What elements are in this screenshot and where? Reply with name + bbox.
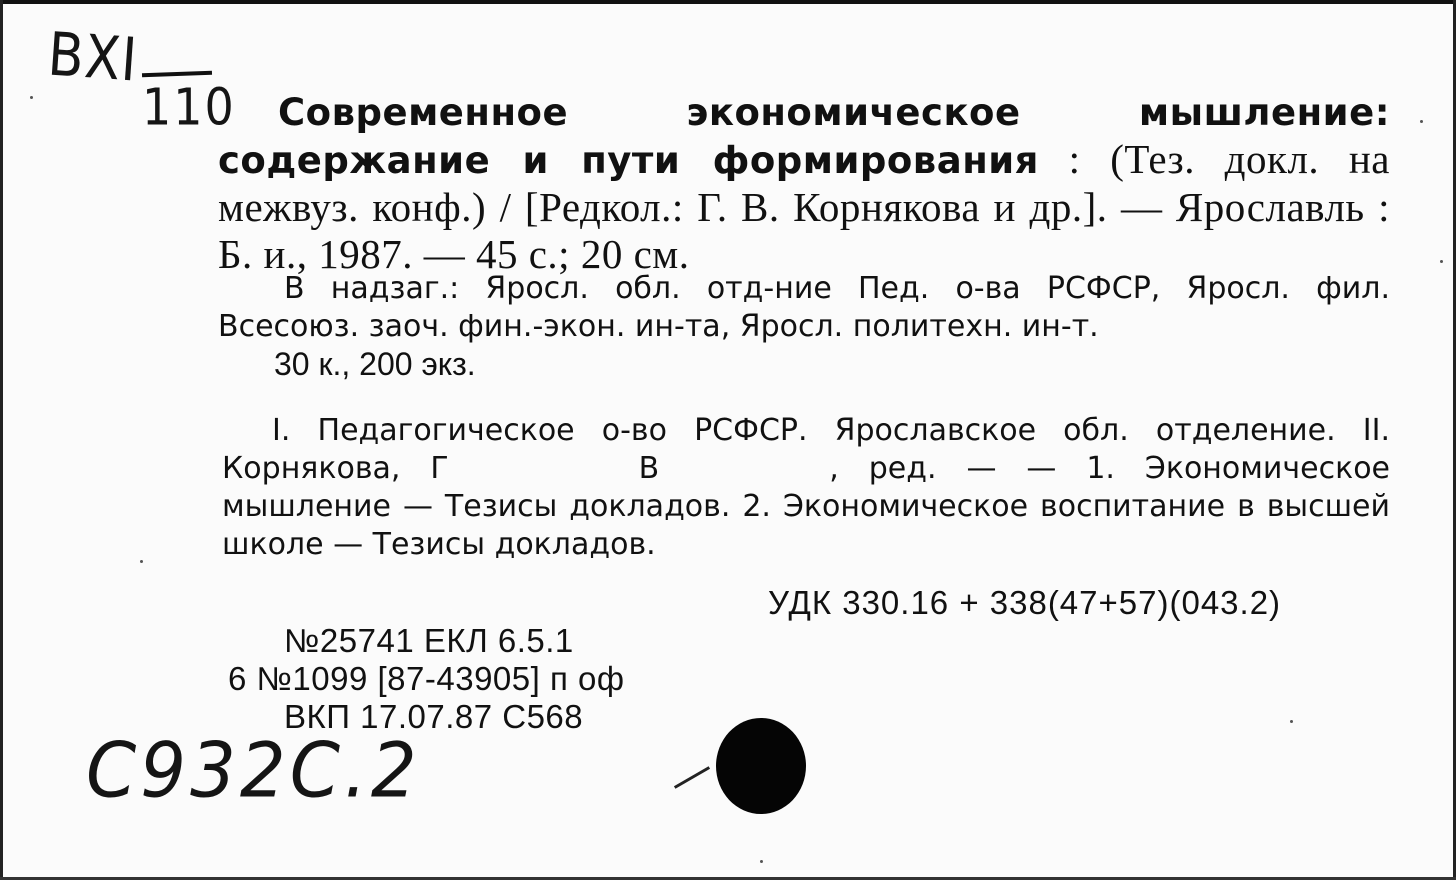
shelfmark-divider — [142, 71, 212, 77]
card-punch-hole — [716, 718, 806, 814]
bibliographic-description — [218, 88, 1390, 278]
shelfmark-top: ВXI — [45, 20, 140, 96]
tracings-part-3: , ред. — — 1. Экономическое мышление — Тезисы докладов. 2. Экономическое воспитание в высшей школе — Тезисы докладов. — [222, 451, 1391, 562]
control-line-3: ВКП 17.07.87 С568 — [284, 698, 584, 735]
tracings-part-1: I. Педагогическое о-во РСФСР. Ярославское обл. отделение. II. Корнякова, Г — [222, 413, 1390, 486]
control-line-2: 6 №1099 [87-43905] п оф — [228, 660, 625, 697]
price-print-run: 30 к., 200 экз. — [274, 346, 476, 382]
title-statement-rest: : (Тез. докл. на межвуз. конф.) / [Редкол.: Г. В. Корнякова и др.]. — Ярославль : Б. и., 1987. — 45 с.; 20 см. — [218, 136, 1390, 277]
speck — [760, 860, 763, 863]
control-line-1: №25741 ЕКЛ 6.5.1 — [284, 622, 574, 659]
note-above-title: В надзаг.: Яросл. обл. отд-ние Пед. о-ва РСФСР, Яросл. фил. Всесоюз. заоч. фин.-экон. ин-та, Яросл. политехн. ин-т. — [218, 271, 1390, 344]
shelfmark-bottom: 110 — [142, 77, 236, 137]
tracings-part-2: В — [638, 451, 660, 486]
speck — [1290, 720, 1293, 723]
tracings — [222, 412, 1390, 564]
speck — [1440, 260, 1443, 263]
card-left-edge — [0, 0, 3, 880]
handwritten-call-number: C932C.2 — [86, 725, 421, 815]
speck — [30, 96, 33, 99]
punch-mark — [674, 766, 710, 789]
speck — [1420, 120, 1423, 123]
card-top-edge — [0, 0, 1456, 4]
speck — [140, 560, 143, 563]
title-proper: Современное экономическое мышление: содержание и пути формирования — [218, 91, 1390, 182]
udc-classification: УДК 330.16 + 338(47+57)(043.2) — [768, 584, 1282, 621]
